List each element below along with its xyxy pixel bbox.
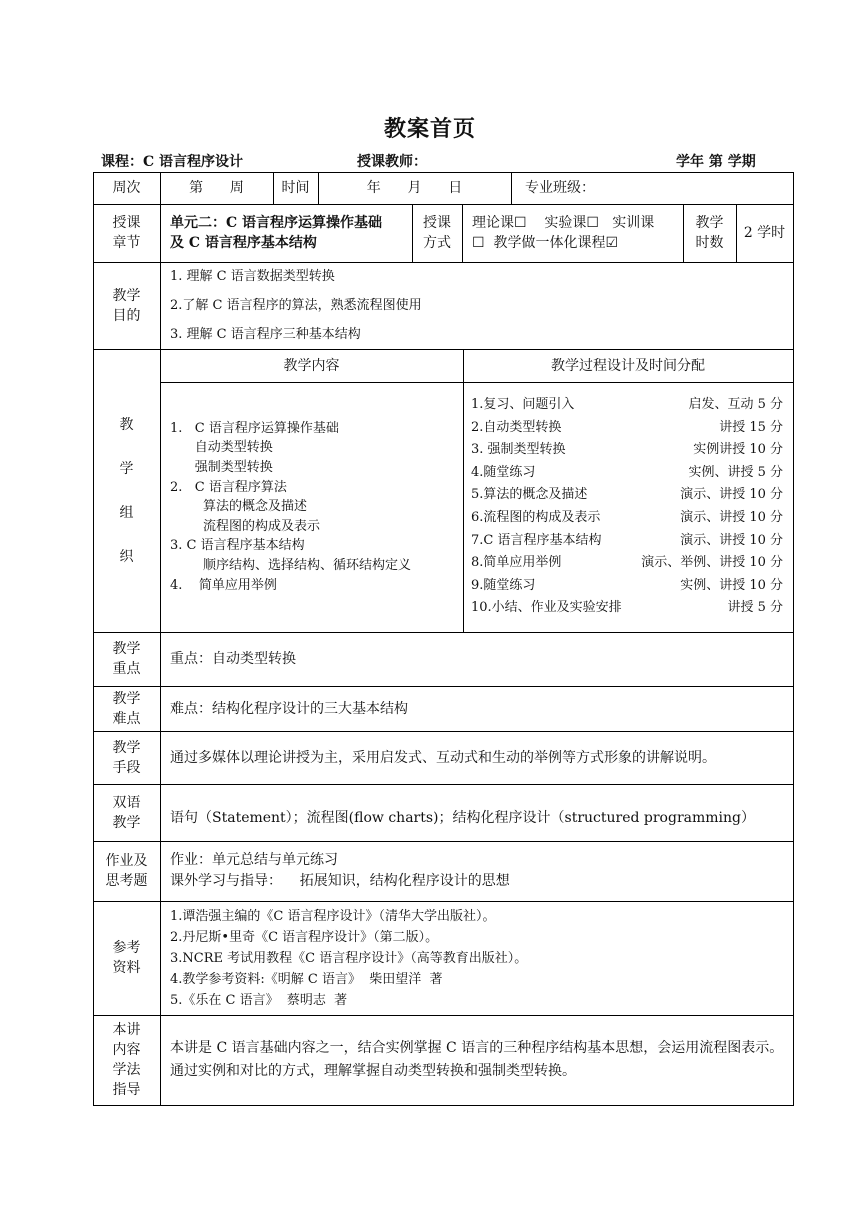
homework-label: 作业及 思考题 [105, 853, 148, 889]
class-label: 专业班级： [525, 180, 595, 196]
method-label: 授课 方式 [423, 215, 451, 251]
guidance-value: 本讲是 C 语言基础内容之一，结合实例掌握 C 语言的三种程序结构基本思想，会运用流程图表示。通过实例和对比的方式，理解掌握自动类型转换和强制类型转换。 [170, 1040, 784, 1079]
list-item: 6.流程图的构成及表示 演示、讲授 10 分 [471, 510, 783, 525]
hours-value: 2 学时 [743, 225, 786, 241]
chapter-label: 授课 章节 [112, 215, 141, 251]
column-divider [511, 172, 512, 204]
row-divider [93, 1105, 794, 1106]
list-item: 10.小结、作业及实验安排 讲授 5 分 [471, 600, 783, 616]
list-item: 9.随堂练习 实例、讲授 10 分 [471, 577, 783, 593]
list-item: 2.自动类型转换 讲授 15 分 [471, 419, 783, 435]
page-title: 教案首页 [383, 116, 476, 142]
list-item: 5.算法的概念及描述 演示、讲授 10 分 [471, 487, 783, 503]
list-item: 2.丹尼斯•里奇《C 语言程序设计》（第二版）。 [170, 929, 439, 945]
hours-label: 教学 时数 [695, 215, 724, 251]
list-item: 1.复习、问题引入 启发、互动 5 分 [471, 397, 783, 413]
list-item: 1. C 语言程序运算操作基础 [170, 420, 339, 436]
objectives-list [170, 262, 770, 349]
objectives-label: 教学 目的 [112, 287, 141, 324]
content-header: 教学内容 [283, 357, 340, 374]
teacher-label: 授课教师： [357, 154, 427, 170]
means-label: 教学 手段 [112, 739, 141, 776]
list-item: 3.NCRE 考试用教程《C 语言程序设计》（高等教育出版社）。 [170, 950, 528, 966]
list-item: 算法的概念及描述 [170, 499, 308, 515]
bilingual-value: 语句（Statement）；流程图(flow charts)；结构化程序设计（structured programming） [170, 809, 755, 826]
week-label: 周次 [112, 180, 141, 196]
list-item: 顺序结构、选择结构、循环结构定义 [170, 557, 412, 573]
guidance-label: 本讲 内容 学法 指导 [112, 1022, 141, 1098]
key-points-label: 教学 重点 [112, 641, 141, 677]
week-value: 第 周 [189, 180, 244, 196]
list-item: 3. 理解 C 语言程序三种基本结构 [170, 327, 361, 342]
list-item: 3. C 语言程序基本结构 [170, 538, 305, 554]
list-item: 8.简单应用举例 演示、举例、讲授 10 分 [471, 555, 783, 571]
chapter-value: 单元二：C 语言程序运算操作基础 及 C 语言程序基本结构 [170, 215, 383, 251]
list-item: 7.C 语言程序基本结构 演示、讲授 10 分 [471, 532, 783, 548]
list-item: 自动类型转换 [170, 440, 273, 456]
list-item: 2. C 语言程序算法 [170, 479, 287, 495]
row-divider [93, 784, 793, 785]
list-item: 4. 简单应用举例 [170, 577, 277, 593]
list-item: 1.谭浩强主编的《C 语言程序设计》（清华大学出版社）。 [170, 908, 496, 924]
column-divider [463, 349, 464, 632]
references-label: 参考 资料 [112, 940, 141, 976]
process-header: 教学过程设计及时间分配 [551, 357, 705, 374]
time-label: 时间 [281, 180, 310, 196]
column-divider [793, 172, 794, 1106]
list-item: 5.《乐在 C 语言》 蔡明志 著 [170, 992, 348, 1008]
references-list [170, 901, 785, 1015]
column-divider [160, 172, 161, 1106]
difficulties-value: 难点：结构化程序设计的三大基本结构 [170, 700, 408, 717]
list-item: 3. 强制类型转换 实例讲授 10 分 [471, 442, 783, 458]
list-item: 4.随堂练习 实例、讲授 5 分 [471, 464, 783, 480]
lesson-plan-table [93, 172, 793, 1106]
content-list [170, 382, 460, 632]
column-divider [462, 204, 463, 262]
difficulties-label: 教学 难点 [112, 690, 141, 727]
process-list [471, 394, 783, 620]
organization-label: 教 学 组 织 [119, 416, 134, 565]
means-value: 通过多媒体以理论讲授为主，采用启发式、互动式和生动的举例等方式形象的讲解说明。 [170, 749, 716, 766]
bilingual-label: 双语 教学 [112, 794, 141, 831]
list-item: 2.了解 C 语言程序的算法，熟悉流程图使用 [170, 298, 422, 313]
course-label: 课程：C 语言程序设计 [101, 154, 244, 170]
list-item: 流程图的构成及表示 [170, 518, 321, 534]
term-label: 学年 第 学期 [676, 154, 756, 170]
list-item: 1. 理解 C 语言数据类型转换 [170, 269, 335, 284]
list-item: 强制类型转换 [170, 460, 273, 476]
method-value: 理论课☐ 实验课☐ 实训课 ☐ 教学做一体化课程☑ [472, 215, 655, 251]
key-points-value: 重点：自动类型转换 [170, 651, 296, 667]
list-item: 4.教学参考资料:《明解 C 语言》 柴田望洋 著 [170, 971, 443, 987]
date-value: 年 月 日 [366, 180, 463, 196]
homework-value: 作业：单元总结与单元练习 课外学习与指导： 拓展知识，结构化程序设计的思想 [170, 852, 510, 889]
